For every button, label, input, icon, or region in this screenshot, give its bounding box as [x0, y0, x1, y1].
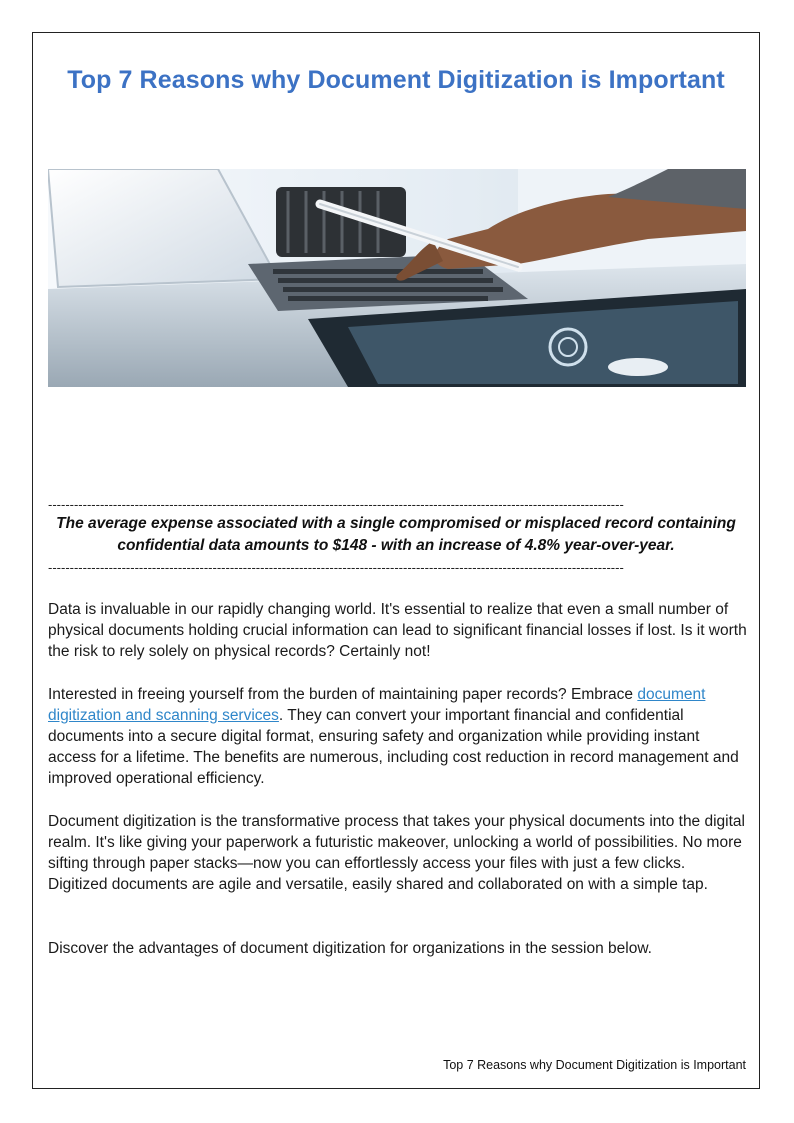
paragraph-1: Data is invaluable in our rapidly changing world. It's essential to realize that even a small number of physical documents holding crucial information can lead to significant financial losses if lost. Is it worth the risk to rely solely on physical records? Certainly not!: [48, 601, 747, 660]
divider-bottom: -------------------------------------------------------------------------------------------------------------------------------------: [48, 560, 624, 575]
paragraph-4: Discover the advantages of document digitization for organizations in the session below.: [48, 940, 652, 957]
hero-image: [48, 169, 746, 387]
highlight-quote: The average expense associated with a single compromised or misplaced record containing confidential data amounts to $148 - with an increase of 4.8% year-over-year.: [56, 515, 736, 554]
page-footer: Top 7 Reasons why Document Digitization is Important: [443, 1058, 746, 1072]
paragraph-3: Document digitization is the transformative process that takes your physical documents into the digital realm. It's like giving your paperwork a futuristic makeover, unlocking a world of possibilities. No more sifting through paper stacks—now you can effortlessly access your files with just a few clicks. Digitized documents are agile and versatile, easily shared and collaborated on with a simple tap.: [48, 813, 745, 893]
page-title: Top 7 Reasons why Document Digitization is Important: [67, 66, 725, 94]
laptop-stylus-photo-icon: [48, 169, 746, 387]
divider-top: -------------------------------------------------------------------------------------------------------------------------------------: [48, 497, 624, 512]
paragraph-2-intro: Interested in freeing yourself from the burden of maintaining paper records? Embrace: [48, 686, 638, 703]
digitization-services-link[interactable]: document digitization and scanning services: [48, 686, 706, 724]
paragraph-2-rest: . They can convert your important financial and confidential documents into a secure digital format, ensuring safety and organization while providing instant access for a lifetime. The benefits are numerous, including cost reduction in record management and improved operational efficiency.: [48, 707, 739, 787]
paragraph-2: [48, 684, 748, 789]
